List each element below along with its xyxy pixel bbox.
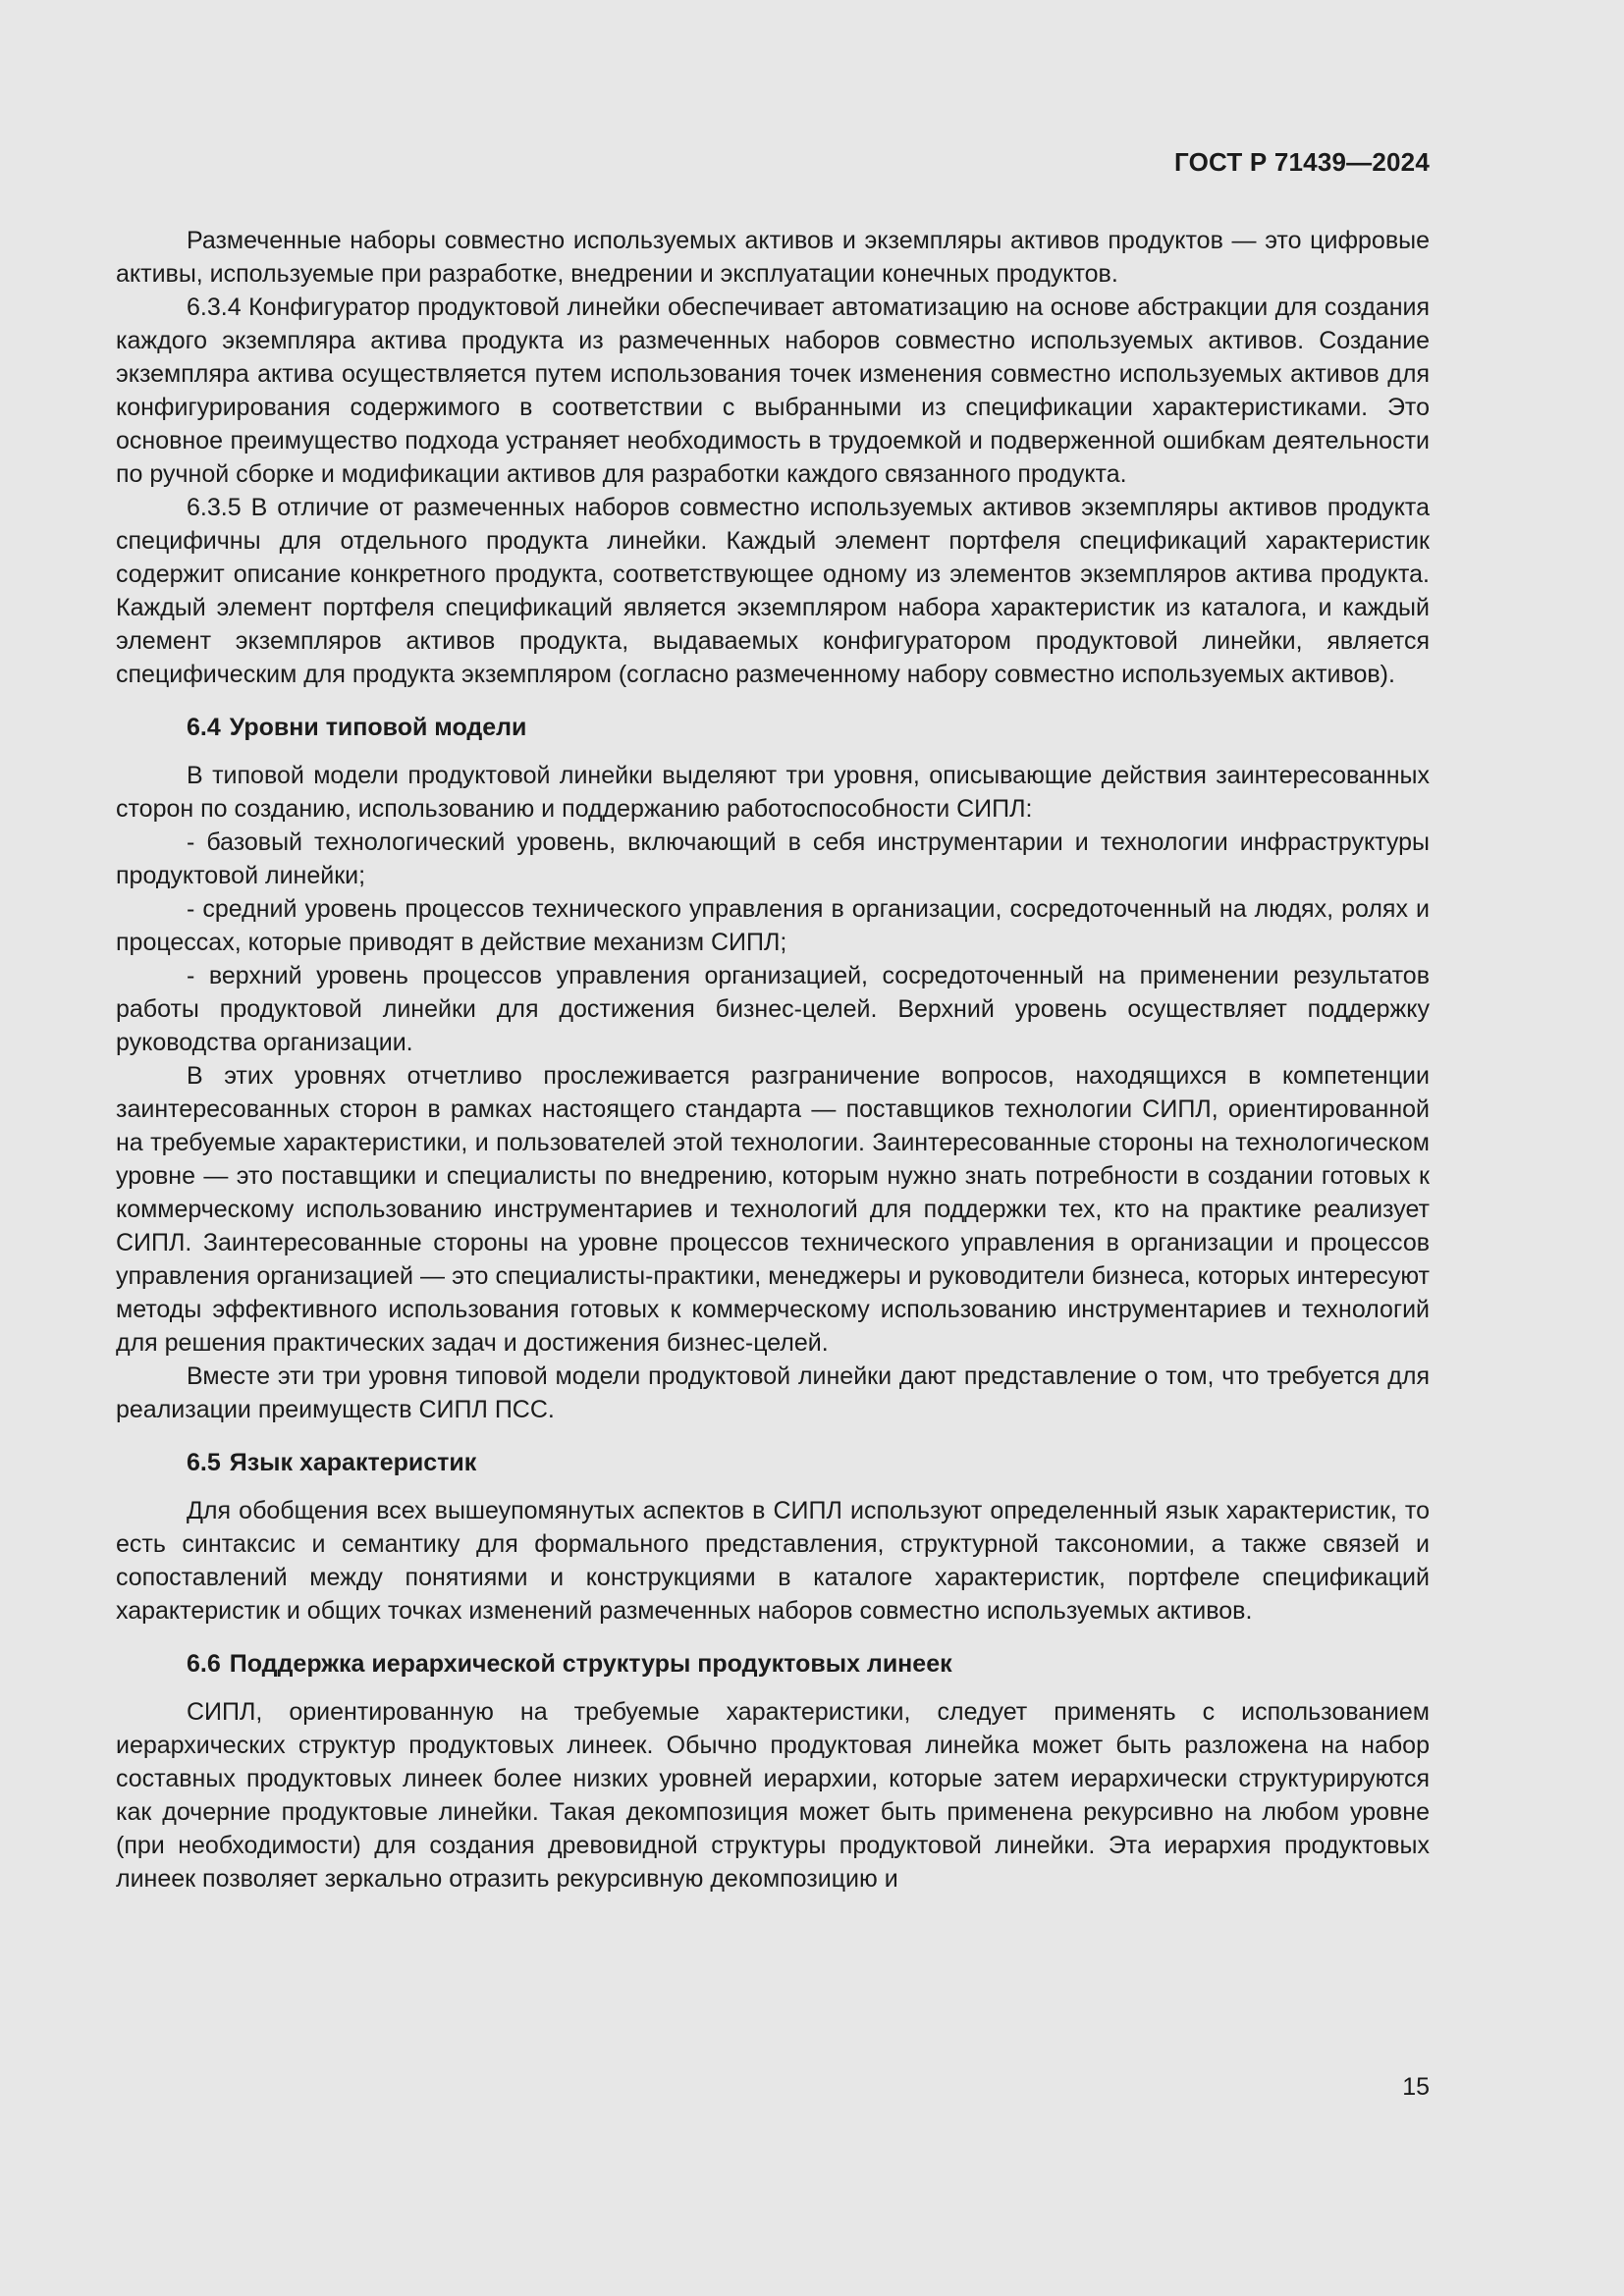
paragraph: СИПЛ, ориентированную на требуемые характеристики, следует применять с использованием иерархических структур продуктовых линеек. Обычно продуктовая линейка может быть разложена на набор составных продуктовых линеек более низких уровней иерархии, которые затем иерархически структурируются как дочерние продуктовые линейки. Такая декомпозиция может быть применена рекурсивно на любом уровне (при необходимости) для создания древовидной структуры продуктовой линейки. Эта иерархия продуктовых линеек позволяет зеркально отразить рекурсивную декомпозицию и <box>116 1698 1430 1893</box>
section-heading-6-4 <box>116 711 1430 744</box>
paragraph: Для обобщения всех вышеупомянутых аспектов в СИПЛ используют определенный язык характеристик, то есть синтаксис и семантику для формального представления, структурной таксономии, а также связей и сопоставлений между понятиями и конструкциями в каталоге характеристик, портфеле спецификаций характеристик и общих точках изменений размеченных наборов совместно используемых активов. <box>116 1497 1430 1625</box>
list-item: - базовый технологический уровень, включающий в себя инструментарии и технологии инфраструктуры продуктовой линейки; <box>116 828 1430 889</box>
list-item: - средний уровень процессов технического управления в организации, сосредоточенный на людях, ролях и процессах, которые приводят в действие механизм СИПЛ; <box>116 895 1430 956</box>
page-body <box>116 224 1430 1896</box>
section-number: 6.4 <box>187 714 221 741</box>
section-title: Уровни типовой модели <box>229 714 527 741</box>
section-heading-6-5 <box>116 1446 1430 1479</box>
section-number: 6.5 <box>187 1449 221 1476</box>
section-title: Поддержка иерархической структуры продуктовых линеек <box>229 1650 952 1678</box>
page-number: 15 <box>1402 2073 1430 2101</box>
paragraph: В типовой модели продуктовой линейки выделяют три уровня, описывающие действия заинтересованных сторон по созданию, использованию и поддержанию работоспособности СИПЛ: <box>116 762 1430 823</box>
paragraph: Размеченные наборы совместно используемых активов и экземпляры активов продуктов — это цифровые активы, используемые при разработке, внедрении и эксплуатации конечных продуктов. <box>116 227 1430 288</box>
paragraph: Вместе эти три уровня типовой модели продуктовой линейки дают представление о том, что требуется для реализации преимуществ СИПЛ ПСС. <box>116 1362 1430 1423</box>
section-heading-6-6 <box>116 1647 1430 1681</box>
paragraph: В этих уровнях отчетливо прослеживается разграничение вопросов, находящихся в компетенции заинтересованных сторон в рамках настоящего стандарта — поставщиков технологии СИПЛ, ориентированной на требуемые характеристики, и пользователей этой технологии. Заинтересованные стороны на технологическом уровне — это поставщики и специалисты по внедрению, которым нужно знать потребности в создании готовых к коммерческому использованию инструментариев и технологий для поддержки тех, кто на практике реализует СИПЛ. Заинтересованные стороны на уровне процессов технического управления в организации и процессов управления организацией — это специалисты-практики, менеджеры и руководители бизнеса, которых интересуют методы эффективного использования готовых к коммерческому использованию инструментариев и технологий для решения практических задач и достижения бизнес-целей. <box>116 1062 1430 1357</box>
section-number: 6.6 <box>187 1650 221 1678</box>
section-title: Язык характеристик <box>229 1449 477 1476</box>
paragraph-6-3-5: 6.3.5 В отличие от размеченных наборов совместно используемых активов экземпляры активов продукта специфичны для отдельного продукта линейки. Каждый элемент портфеля спецификаций характеристик содержит описание конкретного продукта, соответствующее одному из элементов экземпляров актива продукта. Каждый элемент портфеля спецификаций является экземпляром набора характеристик из каталога, и каждый элемент экземпляров активов продукта, выдаваемых конфигуратором продуктовой линейки, является специфическим для продукта экземпляром (согласно размеченному набору совместно используемых активов). <box>116 494 1430 688</box>
list-item: - верхний уровень процессов управления организацией, сосредоточенный на применении результатов работы продуктовой линейки для достижения бизнес-целей. Верхний уровень осуществляет поддержку руководства организации. <box>116 962 1430 1056</box>
paragraph-6-3-4: 6.3.4 Конфигуратор продуктовой линейки обеспечивает автоматизацию на основе абстракции для создания каждого экземпляра актива продукта из размеченных наборов совместно используемых активов. Создание экземпляра актива осуществляется путем использования точек изменения совместно используемых активов для конфигурирования содержимого в соответствии с выбранными из спецификации характеристиками. Это основное преимущество подхода устраняет необходимость в трудоемкой и подверженной ошибкам деятельности по ручной сборке и модификации активов для разработки каждого связанного продукта. <box>116 294 1430 488</box>
document-header-id: ГОСТ Р 71439—2024 <box>1174 147 1430 177</box>
